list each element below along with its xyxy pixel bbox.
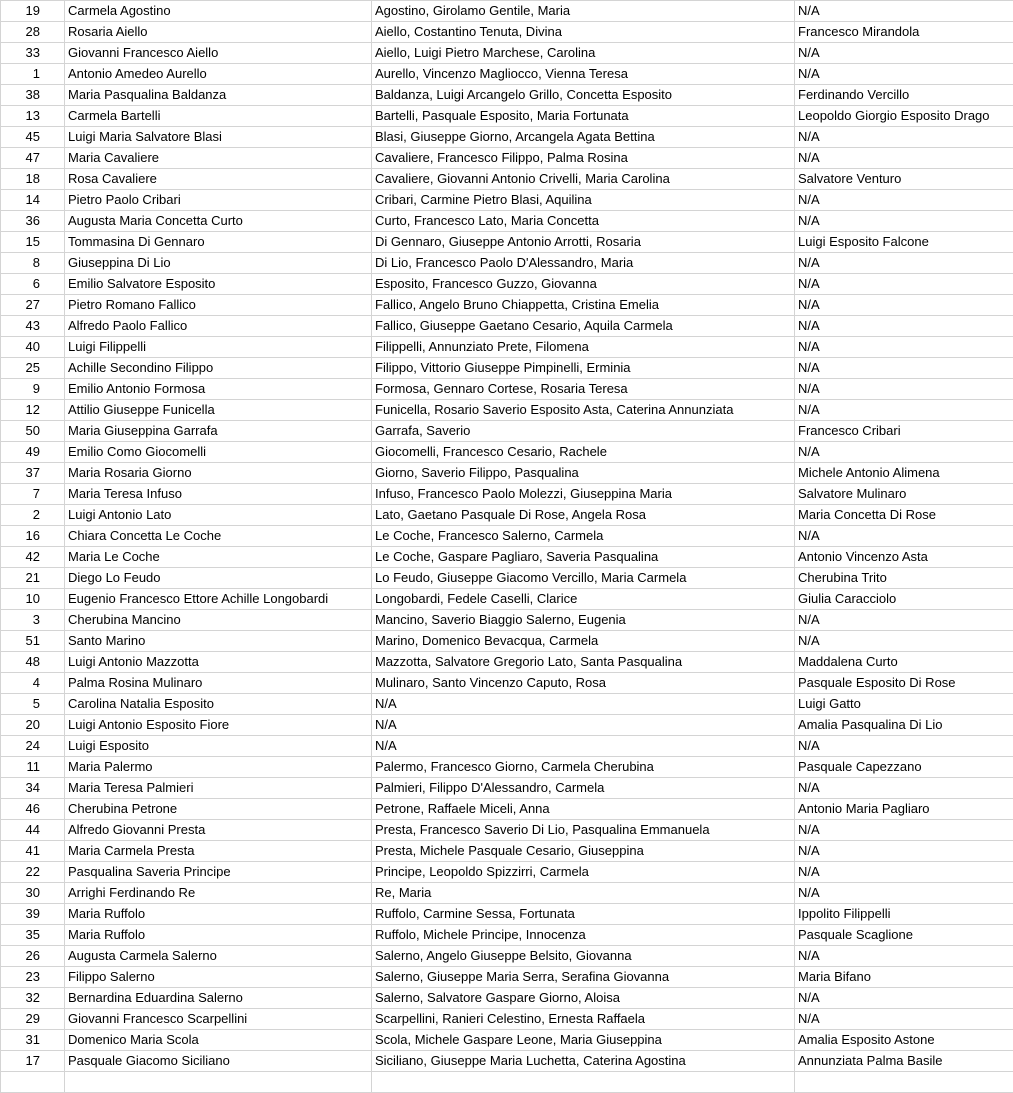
cell-id[interactable]: 47 — [1, 148, 65, 169]
cell-spouse[interactable]: N/A — [795, 946, 1013, 967]
cell-spouse[interactable]: Leopoldo Giorgio Esposito Drago — [795, 106, 1013, 127]
cell-name[interactable]: Diego Lo Feudo — [65, 568, 372, 589]
cell-parents[interactable]: Lo Feudo, Giuseppe Giacomo Vercillo, Maria Carmela — [372, 568, 795, 589]
cell-parents[interactable]: Salerno, Giuseppe Maria Serra, Serafina Giovanna — [372, 967, 795, 988]
cell-parents[interactable]: N/A — [372, 715, 795, 736]
cell-spouse[interactable]: Amalia Esposito Astone — [795, 1030, 1013, 1051]
cell-id[interactable]: 5 — [1, 694, 65, 715]
table-row — [1, 631, 1013, 652]
table-row — [1, 799, 1013, 820]
cell-name[interactable]: Attilio Giuseppe Funicella — [65, 400, 372, 421]
cell-name[interactable]: Domenico Maria Scola — [65, 1030, 372, 1051]
cell-spouse[interactable]: N/A — [795, 526, 1013, 547]
table-row — [1, 127, 1013, 148]
table-row — [1, 841, 1013, 862]
cell-name[interactable]: Tommasina Di Gennaro — [65, 232, 372, 253]
cell-parents[interactable]: Aiello, Luigi Pietro Marchese, Carolina — [372, 43, 795, 64]
cell-id[interactable]: 27 — [1, 295, 65, 316]
cell-id[interactable]: 44 — [1, 820, 65, 841]
cell-parents[interactable]: Marino, Domenico Bevacqua, Carmela — [372, 631, 795, 652]
table-row — [1, 379, 1013, 400]
cell-name[interactable]: Emilio Antonio Formosa — [65, 379, 372, 400]
cell-name[interactable]: Luigi Antonio Lato — [65, 505, 372, 526]
cell-name[interactable]: Luigi Maria Salvatore Blasi — [65, 127, 372, 148]
cell-id[interactable]: 46 — [1, 799, 65, 820]
cell-id[interactable]: 14 — [1, 190, 65, 211]
cell-parents[interactable]: Curto, Francesco Lato, Maria Concetta — [372, 211, 795, 232]
cell-parents[interactable]: Formosa, Gennaro Cortese, Rosaria Teresa — [372, 379, 795, 400]
cell-id[interactable]: 22 — [1, 862, 65, 883]
cell-spouse[interactable]: Pasquale Scaglione — [795, 925, 1013, 946]
cell-name[interactable]: Cherubina Petrone — [65, 799, 372, 820]
table-row — [1, 547, 1013, 568]
cell-spouse[interactable]: N/A — [795, 988, 1013, 1009]
cell-id[interactable]: 6 — [1, 274, 65, 295]
cell-spouse[interactable]: N/A — [795, 841, 1013, 862]
cell-id[interactable]: 43 — [1, 316, 65, 337]
table-row — [1, 337, 1013, 358]
cell-id[interactable]: 51 — [1, 631, 65, 652]
cell-id[interactable]: 18 — [1, 169, 65, 190]
table-row — [1, 148, 1013, 169]
table-row — [1, 757, 1013, 778]
cell-spouse[interactable]: Luigi Esposito Falcone — [795, 232, 1013, 253]
cell-parents[interactable]: Principe, Leopoldo Spizzirri, Carmela — [372, 862, 795, 883]
cell-id[interactable]: 37 — [1, 463, 65, 484]
table-row — [1, 904, 1013, 925]
cell-name[interactable]: Carmela Bartelli — [65, 106, 372, 127]
cell-id[interactable]: 32 — [1, 988, 65, 1009]
cell-spouse[interactable]: Ippolito Filippelli — [795, 904, 1013, 925]
cell-spouse[interactable]: Salvatore Mulinaro — [795, 484, 1013, 505]
table-row — [1, 421, 1013, 442]
cell-name[interactable]: Luigi Antonio Mazzotta — [65, 652, 372, 673]
cell-parents[interactable]: Petrone, Raffaele Miceli, Anna — [372, 799, 795, 820]
cell-id[interactable]: 16 — [1, 526, 65, 547]
table-row — [1, 610, 1013, 631]
table-row — [1, 169, 1013, 190]
cell-parents[interactable]: Re, Maria — [372, 883, 795, 904]
table-row — [1, 442, 1013, 463]
cell-spouse[interactable]: N/A — [795, 64, 1013, 85]
cell-name[interactable]: Antonio Amedeo Aurello — [65, 64, 372, 85]
empty-row — [1, 1072, 1013, 1093]
table-row — [1, 484, 1013, 505]
cell-spouse[interactable]: Maria Concetta Di Rose — [795, 505, 1013, 526]
cell-spouse[interactable]: N/A — [795, 400, 1013, 421]
table-row — [1, 694, 1013, 715]
cell-spouse[interactable]: N/A — [795, 820, 1013, 841]
cell-name[interactable]: Luigi Esposito — [65, 736, 372, 757]
cell-spouse[interactable]: N/A — [795, 253, 1013, 274]
cell-id[interactable]: 36 — [1, 211, 65, 232]
table-row — [1, 1030, 1013, 1051]
cell-parents[interactable]: Siciliano, Giuseppe Maria Luchetta, Caterina Agostina — [372, 1051, 795, 1072]
cell-id[interactable]: 31 — [1, 1030, 65, 1051]
table-row — [1, 85, 1013, 106]
cell-spouse[interactable]: Salvatore Venturo — [795, 169, 1013, 190]
cell-name[interactable]: Maria Teresa Palmieri — [65, 778, 372, 799]
cell-id[interactable]: 38 — [1, 85, 65, 106]
cell-spouse[interactable]: Maria Bifano — [795, 967, 1013, 988]
table-row — [1, 589, 1013, 610]
cell-spouse[interactable]: N/A — [795, 1, 1013, 22]
cell-id[interactable]: 15 — [1, 232, 65, 253]
cell-name[interactable]: Pietro Romano Fallico — [65, 295, 372, 316]
cell-parents[interactable]: Le Coche, Gaspare Pagliaro, Saveria Pasqualina — [372, 547, 795, 568]
cell-id[interactable]: 42 — [1, 547, 65, 568]
table-row — [1, 778, 1013, 799]
empty-cell[interactable] — [795, 1072, 1013, 1093]
cell-parents[interactable]: Presta, Francesco Saverio Di Lio, Pasqualina Emmanuela — [372, 820, 795, 841]
table-row — [1, 400, 1013, 421]
cell-name[interactable]: Cherubina Mancino — [65, 610, 372, 631]
cell-id[interactable]: 48 — [1, 652, 65, 673]
cell-parents[interactable]: Mancino, Saverio Biaggio Salerno, Eugenia — [372, 610, 795, 631]
cell-parents[interactable]: Lato, Gaetano Pasquale Di Rose, Angela Rosa — [372, 505, 795, 526]
cell-name[interactable]: Maria Carmela Presta — [65, 841, 372, 862]
cell-spouse[interactable]: N/A — [795, 316, 1013, 337]
spreadsheet-body — [1, 1, 1013, 1093]
cell-parents[interactable]: Filippo, Vittorio Giuseppe Pimpinelli, Erminia — [372, 358, 795, 379]
table-row — [1, 715, 1013, 736]
cell-id[interactable]: 34 — [1, 778, 65, 799]
cell-spouse[interactable]: N/A — [795, 610, 1013, 631]
cell-spouse[interactable]: N/A — [795, 379, 1013, 400]
table-row — [1, 505, 1013, 526]
cell-name[interactable]: Emilio Salvatore Esposito — [65, 274, 372, 295]
table-row — [1, 190, 1013, 211]
cell-spouse[interactable]: Annunziata Palma Basile — [795, 1051, 1013, 1072]
table-row — [1, 232, 1013, 253]
cell-spouse[interactable]: N/A — [795, 43, 1013, 64]
cell-spouse[interactable]: Cherubina Trito — [795, 568, 1013, 589]
cell-id[interactable]: 20 — [1, 715, 65, 736]
cell-parents[interactable]: Scarpellini, Ranieri Celestino, Ernesta Raffaela — [372, 1009, 795, 1030]
cell-spouse[interactable]: N/A — [795, 778, 1013, 799]
cell-parents[interactable]: Garrafa, Saverio — [372, 421, 795, 442]
cell-spouse[interactable]: Francesco Mirandola — [795, 22, 1013, 43]
cell-name[interactable]: Chiara Concetta Le Coche — [65, 526, 372, 547]
cell-name[interactable]: Maria Teresa Infuso — [65, 484, 372, 505]
table-row — [1, 1, 1013, 22]
cell-spouse[interactable]: Michele Antonio Alimena — [795, 463, 1013, 484]
cell-spouse[interactable]: N/A — [795, 1009, 1013, 1030]
cell-parents[interactable]: Fallico, Angelo Bruno Chiappetta, Cristina Emelia — [372, 295, 795, 316]
cell-parents[interactable]: Mazzotta, Salvatore Gregorio Lato, Santa Pasqualina — [372, 652, 795, 673]
table-row — [1, 274, 1013, 295]
cell-id[interactable]: 12 — [1, 400, 65, 421]
cell-spouse[interactable]: Maddalena Curto — [795, 652, 1013, 673]
cell-name[interactable]: Augusta Maria Concetta Curto — [65, 211, 372, 232]
cell-parents[interactable]: Palermo, Francesco Giorno, Carmela Cherubina — [372, 757, 795, 778]
cell-spouse[interactable]: Ferdinando Vercillo — [795, 85, 1013, 106]
cell-id[interactable]: 4 — [1, 673, 65, 694]
cell-name[interactable]: Palma Rosina Mulinaro — [65, 673, 372, 694]
cell-name[interactable]: Carolina Natalia Esposito — [65, 694, 372, 715]
cell-parents[interactable]: Fallico, Giuseppe Gaetano Cesario, Aquila Carmela — [372, 316, 795, 337]
cell-spouse[interactable]: N/A — [795, 862, 1013, 883]
cell-parents[interactable]: Ruffolo, Michele Principe, Innocenza — [372, 925, 795, 946]
cell-parents[interactable]: Le Coche, Francesco Salerno, Carmela — [372, 526, 795, 547]
cell-spouse[interactable]: Pasquale Capezzano — [795, 757, 1013, 778]
cell-parents[interactable]: Esposito, Francesco Guzzo, Giovanna — [372, 274, 795, 295]
table-row — [1, 463, 1013, 484]
cell-spouse[interactable]: Antonio Vincenzo Asta — [795, 547, 1013, 568]
cell-parents[interactable]: Cavaliere, Giovanni Antonio Crivelli, Maria Carolina — [372, 169, 795, 190]
cell-parents[interactable]: Cribari, Carmine Pietro Blasi, Aquilina — [372, 190, 795, 211]
cell-parents[interactable]: Di Lio, Francesco Paolo D'Alessandro, Maria — [372, 253, 795, 274]
cell-id[interactable]: 1 — [1, 64, 65, 85]
cell-parents[interactable]: N/A — [372, 736, 795, 757]
cell-name[interactable]: Maria Giuseppina Garrafa — [65, 421, 372, 442]
cell-parents[interactable]: N/A — [372, 694, 795, 715]
cell-spouse[interactable]: N/A — [795, 631, 1013, 652]
cell-parents[interactable]: Blasi, Giuseppe Giorno, Arcangela Agata Bettina — [372, 127, 795, 148]
table-row — [1, 526, 1013, 547]
cell-parents[interactable]: Di Gennaro, Giuseppe Antonio Arrotti, Rosaria — [372, 232, 795, 253]
cell-spouse[interactable]: N/A — [795, 883, 1013, 904]
cell-parents[interactable]: Funicella, Rosario Saverio Esposito Asta, Caterina Annunziata — [372, 400, 795, 421]
cell-parents[interactable]: Aiello, Costantino Tenuta, Divina — [372, 22, 795, 43]
cell-name[interactable]: Maria Le Coche — [65, 547, 372, 568]
table-row — [1, 22, 1013, 43]
cell-id[interactable]: 19 — [1, 1, 65, 22]
cell-parents[interactable]: Salerno, Angelo Giuseppe Belsito, Giovanna — [372, 946, 795, 967]
cell-parents[interactable]: Palmieri, Filippo D'Alessandro, Carmela — [372, 778, 795, 799]
table-row — [1, 295, 1013, 316]
cell-id[interactable]: 26 — [1, 946, 65, 967]
table-row — [1, 736, 1013, 757]
cell-name[interactable]: Filippo Salerno — [65, 967, 372, 988]
cell-spouse[interactable]: N/A — [795, 736, 1013, 757]
table-row — [1, 211, 1013, 232]
cell-spouse[interactable]: N/A — [795, 358, 1013, 379]
table-row — [1, 820, 1013, 841]
empty-cell[interactable] — [65, 1072, 372, 1093]
cell-name[interactable]: Maria Cavaliere — [65, 148, 372, 169]
empty-cell[interactable] — [1, 1072, 65, 1093]
cell-name[interactable]: Maria Ruffolo — [65, 925, 372, 946]
table-row — [1, 568, 1013, 589]
cell-name[interactable]: Eugenio Francesco Ettore Achille Longobardi — [65, 589, 372, 610]
cell-spouse[interactable]: Amalia Pasqualina Di Lio — [795, 715, 1013, 736]
cell-id[interactable]: 21 — [1, 568, 65, 589]
cell-id[interactable]: 8 — [1, 253, 65, 274]
cell-id[interactable]: 24 — [1, 736, 65, 757]
cell-id[interactable]: 2 — [1, 505, 65, 526]
table-row — [1, 925, 1013, 946]
cell-id[interactable]: 33 — [1, 43, 65, 64]
cell-spouse[interactable]: Francesco Cribari — [795, 421, 1013, 442]
cell-name[interactable]: Alfredo Paolo Fallico — [65, 316, 372, 337]
cell-name[interactable]: Giovanni Francesco Scarpellini — [65, 1009, 372, 1030]
cell-name[interactable]: Rosa Cavaliere — [65, 169, 372, 190]
cell-name[interactable]: Luigi Filippelli — [65, 337, 372, 358]
cell-name[interactable]: Maria Ruffolo — [65, 904, 372, 925]
cell-name[interactable]: Achille Secondino Filippo — [65, 358, 372, 379]
cell-parents[interactable]: Cavaliere, Francesco Filippo, Palma Rosina — [372, 148, 795, 169]
cell-parents[interactable]: Mulinaro, Santo Vincenzo Caputo, Rosa — [372, 673, 795, 694]
cell-name[interactable]: Maria Palermo — [65, 757, 372, 778]
cell-id[interactable]: 41 — [1, 841, 65, 862]
table-row — [1, 946, 1013, 967]
cell-name[interactable]: Giuseppina Di Lio — [65, 253, 372, 274]
cell-name[interactable]: Luigi Antonio Esposito Fiore — [65, 715, 372, 736]
cell-parents[interactable]: Giocomelli, Francesco Cesario, Rachele — [372, 442, 795, 463]
cell-parents[interactable]: Bartelli, Pasquale Esposito, Maria Fortunata — [372, 106, 795, 127]
cell-parents[interactable]: Ruffolo, Carmine Sessa, Fortunata — [372, 904, 795, 925]
cell-id[interactable]: 10 — [1, 589, 65, 610]
cell-spouse[interactable]: N/A — [795, 190, 1013, 211]
cell-name[interactable]: Pietro Paolo Cribari — [65, 190, 372, 211]
table-row — [1, 253, 1013, 274]
cell-name[interactable]: Carmela Agostino — [65, 1, 372, 22]
cell-id[interactable]: 23 — [1, 967, 65, 988]
table-row — [1, 967, 1013, 988]
table-row — [1, 43, 1013, 64]
cell-id[interactable]: 11 — [1, 757, 65, 778]
cell-spouse[interactable]: N/A — [795, 148, 1013, 169]
table-row — [1, 106, 1013, 127]
cell-name[interactable]: Augusta Carmela Salerno — [65, 946, 372, 967]
cell-id[interactable]: 39 — [1, 904, 65, 925]
cell-id[interactable]: 50 — [1, 421, 65, 442]
cell-name[interactable]: Pasquale Giacomo Siciliano — [65, 1051, 372, 1072]
cell-id[interactable]: 9 — [1, 379, 65, 400]
cell-spouse[interactable]: N/A — [795, 295, 1013, 316]
cell-parents[interactable]: Longobardi, Fedele Caselli, Clarice — [372, 589, 795, 610]
table-row — [1, 64, 1013, 85]
cell-parents[interactable]: Infuso, Francesco Paolo Molezzi, Giuseppina Maria — [372, 484, 795, 505]
cell-id[interactable]: 7 — [1, 484, 65, 505]
cell-id[interactable]: 29 — [1, 1009, 65, 1030]
cell-spouse[interactable]: N/A — [795, 442, 1013, 463]
cell-parents[interactable]: Scola, Michele Gaspare Leone, Maria Giuseppina — [372, 1030, 795, 1051]
cell-id[interactable]: 40 — [1, 337, 65, 358]
cell-name[interactable]: Alfredo Giovanni Presta — [65, 820, 372, 841]
cell-id[interactable]: 30 — [1, 883, 65, 904]
cell-spouse[interactable]: N/A — [795, 337, 1013, 358]
cell-spouse[interactable]: Luigi Gatto — [795, 694, 1013, 715]
cell-parents[interactable]: Salerno, Salvatore Gaspare Giorno, Aloisa — [372, 988, 795, 1009]
cell-name[interactable]: Maria Pasqualina Baldanza — [65, 85, 372, 106]
cell-id[interactable]: 45 — [1, 127, 65, 148]
cell-spouse[interactable]: Antonio Maria Pagliaro — [795, 799, 1013, 820]
cell-spouse[interactable]: Pasquale Esposito Di Rose — [795, 673, 1013, 694]
cell-parents[interactable]: Agostino, Girolamo Gentile, Maria — [372, 1, 795, 22]
cell-id[interactable]: 35 — [1, 925, 65, 946]
table-row — [1, 1051, 1013, 1072]
table-row — [1, 1009, 1013, 1030]
cell-parents[interactable]: Aurello, Vincenzo Magliocco, Vienna Teresa — [372, 64, 795, 85]
table-row — [1, 988, 1013, 1009]
empty-cell[interactable] — [372, 1072, 795, 1093]
cell-id[interactable]: 49 — [1, 442, 65, 463]
cell-name[interactable]: Pasqualina Saveria Principe — [65, 862, 372, 883]
cell-spouse[interactable]: N/A — [795, 127, 1013, 148]
cell-id[interactable]: 17 — [1, 1051, 65, 1072]
table-row — [1, 862, 1013, 883]
table-row — [1, 673, 1013, 694]
cell-spouse[interactable]: N/A — [795, 274, 1013, 295]
cell-parents[interactable]: Giorno, Saverio Filippo, Pasqualina — [372, 463, 795, 484]
cell-name[interactable]: Santo Marino — [65, 631, 372, 652]
cell-parents[interactable]: Filippelli, Annunziato Prete, Filomena — [372, 337, 795, 358]
table-row — [1, 652, 1013, 673]
cell-id[interactable]: 13 — [1, 106, 65, 127]
cell-spouse[interactable]: N/A — [795, 211, 1013, 232]
cell-parents[interactable]: Baldanza, Luigi Arcangelo Grillo, Concetta Esposito — [372, 85, 795, 106]
cell-name[interactable]: Bernardina Eduardina Salerno — [65, 988, 372, 1009]
cell-name[interactable]: Emilio Como Giocomelli — [65, 442, 372, 463]
table-row — [1, 316, 1013, 337]
cell-name[interactable]: Arrighi Ferdinando Re — [65, 883, 372, 904]
cell-name[interactable]: Rosaria Aiello — [65, 22, 372, 43]
cell-spouse[interactable]: Giulia Caracciolo — [795, 589, 1013, 610]
cell-id[interactable]: 28 — [1, 22, 65, 43]
cell-parents[interactable]: Presta, Michele Pasquale Cesario, Giuseppina — [372, 841, 795, 862]
cell-id[interactable]: 3 — [1, 610, 65, 631]
cell-name[interactable]: Maria Rosaria Giorno — [65, 463, 372, 484]
cell-id[interactable]: 25 — [1, 358, 65, 379]
cell-name[interactable]: Giovanni Francesco Aiello — [65, 43, 372, 64]
table-row — [1, 358, 1013, 379]
table-row — [1, 883, 1013, 904]
